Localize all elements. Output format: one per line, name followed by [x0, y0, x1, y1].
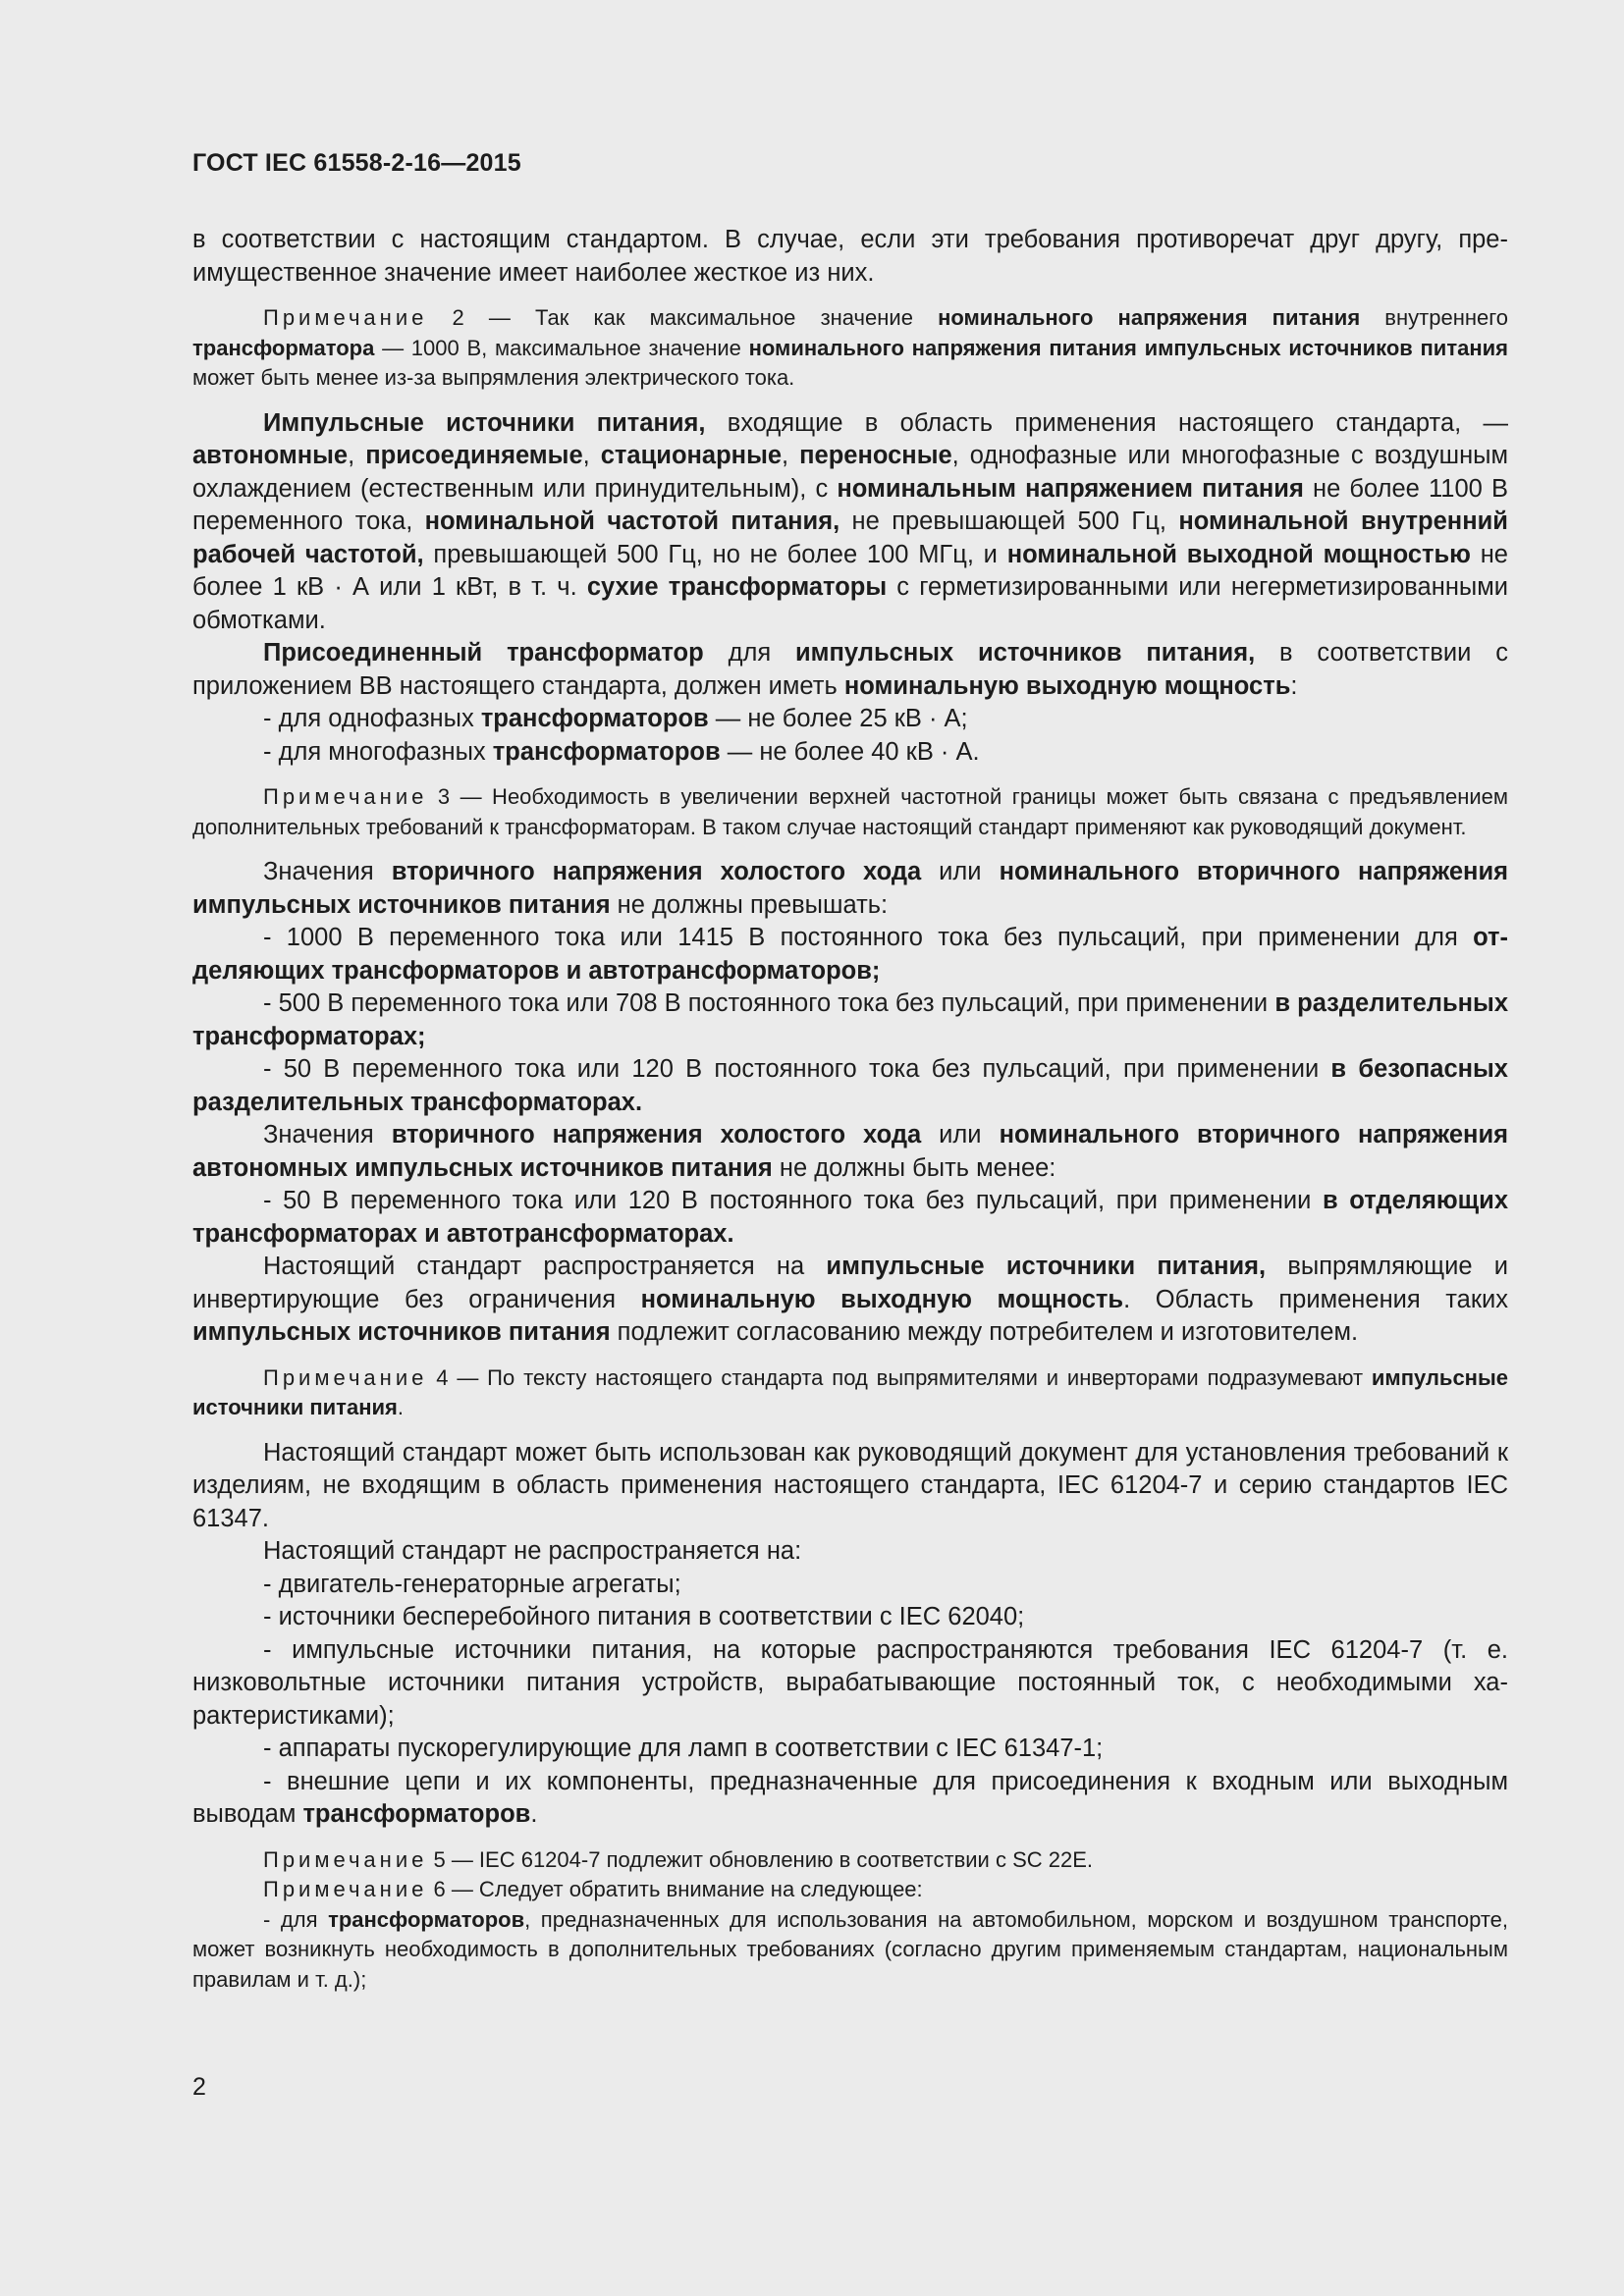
note-5: Примечание 5 — IEC 61204-7 подлежит обновлению в соответствии с SC 22E. [263, 1846, 1093, 1872]
list-item: - двигатель-генераторные агрегаты; [263, 1570, 681, 1598]
paragraph-secondary-voltage: Значения вторичного напряжения холостого хода или номинального вторичного напряжения импульсных источников питания не должны превышать: [192, 858, 1508, 919]
list-item: - 1000 В переменного тока или 1415 В постоянного тока без пульсаций, при применении для отделяющих трансформаторов и автотрансформаторов; [192, 924, 1508, 985]
paragraph-attached-transformer: Присоединенный трансформатор для импульсных источников питания, в соответствии с приложением ВВ настоящего стандарта, должен иметь номинальную выходную мощность: [192, 639, 1508, 700]
paragraph-autonomous-voltage: Значения вторичного напряжения холостого хода или номинального вторичного напряжения автономных импульсных источников питания не должны быть менее: [192, 1121, 1508, 1182]
paragraph-applies-to: Настоящий стандарт распространяется на импульсные источники питания, выпрямляющие и инвертирующие без ограничения номинальную выходную мощность. Область применения таких импульсных источников питания подлежит согласованию между потребителем и изготовителем. [192, 1253, 1508, 1346]
note-label: Примечание [263, 305, 428, 330]
list-item: - 500 В переменного тока или 708 В постоянного тока без пульсаций, при применении в разделительных трансформаторах; [192, 989, 1509, 1050]
note-label: Примечание [263, 1877, 428, 1901]
page-number: 2 [192, 2073, 206, 2101]
list-item: - импульсные источники питания, на которые распространяются требования IEC 61204-7 (т. е. низковольтные источники питания устройств, вырабатывающие постоянный ток, с необходимыми характеристиками); [192, 1635, 1508, 1730]
list-item: - источники бесперебойного питания в соответствии с IEC 62040; [263, 1603, 1025, 1630]
list-item: - для многофазных трансформаторов — не более 40 кВ · А. [263, 737, 980, 766]
paragraph: в соответствии с настоящим стандартом. В случае, если эти требования противоречат друг другу, преимущественное значение имеет наиболее жесткое из них. [192, 226, 1508, 287]
note-label: Примечание [263, 784, 428, 809]
note-label: Примечание [263, 1846, 428, 1872]
note-3: Примечание 3 — Необходимость в увеличении верхней частотной границы может быть связана с предъявлением дополнительных требований к трансформаторам. В таком случае настоящий стандарт применяют как руководящий документ. [192, 784, 1508, 839]
page-content [192, 224, 1508, 1995]
note-2: Примечание 2 — Так как максимальное значение номинального напряжения питания внутреннего трансформатора — 1000 В, максимальное значение номинального напряжения питания импульсных источников питания может быть менее из-за выпрямления электрического тока. [192, 305, 1509, 390]
list-item: - 50 В переменного тока или 120 В постоянного тока без пульсаций, при применении в отделяющих трансформаторах и автотрансформаторах. [192, 1187, 1508, 1248]
note-6: Примечание 6 — Следует обратить внимание на следующее: [263, 1877, 923, 1901]
list-item: - аппараты пускорегулирующие для ламп в соответствии с IEC 61347-1; [263, 1735, 1104, 1762]
paragraph: Настоящий стандарт не распространяется на: [263, 1537, 802, 1565]
paragraph-scope: Импульсные источники питания, входящие в область применения настоящего стандарта, — автономные, присоединяемые, стационарные, переносные, однофазные или многофазные с воздушным охлаждением (естественным или принудительным), с номинальным напряжением питания не более 1100 В переменного тока, номинальной частотой питания, не превышающей 500 Гц, номинальной внутренний рабочей частотой, превышающей 500 Гц, но не более 100 МГц, и номинальной выходной мощностью не более 1 кВ · А или 1 кВт, в т. ч. сухие трансформаторы с герметизированными или негерметизированными обмотками. [192, 408, 1509, 634]
note-4: Примечание 4 — По тексту настоящего стандарта под выпрямителями и инверторами подразумевают импульсные источники питания. [192, 1364, 1508, 1419]
document-code-header: ГОСТ IEC 61558-2-16—2015 [192, 149, 521, 177]
list-item: - 50 В переменного тока или 120 В постоянного тока без пульсаций, при применении в безопасных разделительных трансформаторах. [192, 1055, 1508, 1116]
note-list-item: - для трансформаторов, предназначенных для использования на автомобильном, морском и воздушном транспорте, может возникнуть необходимость в дополнительных требованиях (согласно другим применяемым стандартам, национальным правилам и т. д.); [192, 1906, 1508, 1992]
list-item: - внешние цепи и их компоненты, предназначенные для присоединения к входным или выходным выводам трансформаторов. [192, 1767, 1508, 1828]
list-item: - для однофазных трансформаторов — не более 25 кВ · А; [263, 705, 968, 732]
paragraph: Настоящий стандарт может быть использован как руководящий документ для установления требований к изделиям, не входящим в область применения настоящего стандарта, IEC 61204-7 и серию стандартов IEC 61347. [192, 1438, 1508, 1532]
note-label: Примечание [263, 1364, 428, 1390]
